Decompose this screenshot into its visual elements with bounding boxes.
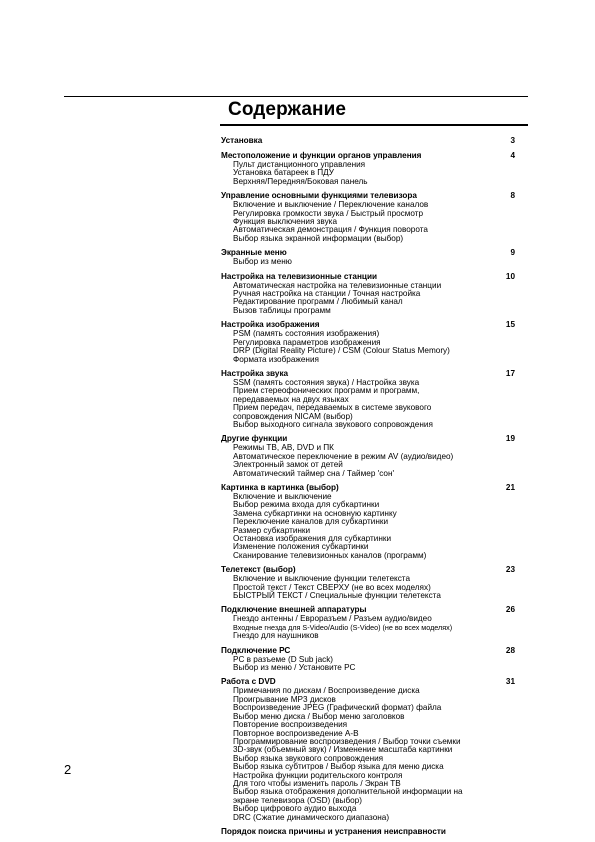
toc-section bbox=[221, 136, 515, 146]
page-title: Содержание bbox=[228, 99, 347, 120]
toc-section-title: Подключение РС bbox=[221, 645, 291, 655]
toc-item[interactable]: PSM (память состояния изображения) bbox=[233, 329, 380, 339]
toc-section-title: Управление основными функциями телевизора bbox=[221, 191, 417, 201]
toc-item[interactable]: Примечания по дискам / Воспроизведение диска bbox=[233, 686, 420, 696]
toc-item[interactable]: Включение и выключение bbox=[233, 491, 332, 501]
toc-section bbox=[221, 272, 515, 316]
toc-item[interactable]: Выбор выходного сигнала звукового сопровождения bbox=[233, 419, 433, 429]
toc-item[interactable]: Выбор языка отображения дополнительной информации на bbox=[233, 787, 463, 797]
toc-item[interactable]: Выбор языка экранной информации (выбор) bbox=[233, 233, 404, 243]
toc-section-page bbox=[505, 827, 515, 837]
toc-item[interactable]: Проигрывание MP3 дисков bbox=[233, 694, 336, 704]
toc-item[interactable]: экране телевизора (OSD) (выбор) bbox=[233, 795, 362, 805]
toc-section bbox=[221, 191, 515, 243]
toc-item[interactable]: Формата изображения bbox=[233, 354, 319, 364]
toc-item[interactable]: Функция выключения звука bbox=[233, 217, 337, 227]
toc-item[interactable]: Регулировка параметров изображения bbox=[233, 337, 381, 347]
toc-item[interactable]: Режимы ТВ, AB, DVD и ПК bbox=[233, 443, 334, 453]
toc-item[interactable]: Выбор из меню bbox=[233, 257, 292, 267]
toc-item[interactable]: Ручная настройка на станции / Точная настройка bbox=[233, 289, 421, 299]
toc-section-heading-row[interactable] bbox=[221, 136, 515, 146]
toc-section bbox=[221, 151, 515, 186]
toc-item[interactable]: Простой текст / Текст СВЕРХУ (не во всех моделях) bbox=[233, 582, 431, 592]
toc-section bbox=[221, 320, 515, 364]
toc-item[interactable]: Электронный замок от детей bbox=[233, 460, 343, 470]
toc-section-page: 8 bbox=[510, 191, 515, 201]
toc-item[interactable]: Прием передач, передаваемых в системе звукового bbox=[233, 403, 432, 413]
toc-item[interactable]: Настройка функции родительского контроля bbox=[233, 770, 403, 780]
toc-section-page: 28 bbox=[505, 645, 515, 655]
toc-item[interactable]: Пульт дистанционного управления bbox=[233, 160, 366, 169]
page-number: 2 bbox=[64, 762, 72, 777]
toc-item[interactable]: Автоматическое переключение в режим AV (аудио/видео) bbox=[233, 451, 454, 461]
toc-item[interactable]: Сканирование телевизионных каналов (программ) bbox=[233, 550, 427, 560]
toc-item[interactable]: Включение и выключение / Переключение каналов bbox=[233, 200, 429, 210]
toc-item[interactable]: сопровождения NICAM (выбор) bbox=[233, 411, 353, 421]
toc-item[interactable]: SSM (память состояния звука) / Настройка звука bbox=[233, 377, 420, 387]
toc-item[interactable]: Вызов таблицы программ bbox=[233, 305, 331, 315]
toc-item[interactable]: Размер субкартинки bbox=[233, 525, 311, 535]
toc-section bbox=[221, 434, 515, 478]
toc-item[interactable]: Автоматическая демонстрация / Функция поворота bbox=[233, 225, 428, 235]
toc-item[interactable]: Установка батареек в ПДУ bbox=[233, 168, 334, 178]
toc-section bbox=[221, 483, 515, 560]
toc-section-page: 26 bbox=[505, 605, 515, 615]
toc-section-page: 9 bbox=[510, 248, 515, 258]
toc-section-page: 10 bbox=[505, 271, 515, 281]
toc-section-page: 21 bbox=[505, 482, 515, 492]
toc-section bbox=[221, 369, 515, 429]
toc-section-page: 19 bbox=[505, 434, 515, 444]
toc-item[interactable]: Выбор режима входа для субкартинки bbox=[233, 500, 380, 510]
toc-section bbox=[221, 248, 515, 266]
toc-item[interactable]: Гнездо антенны / Евроразъем / Разъем аудио/видео bbox=[233, 614, 432, 624]
table-of-contents bbox=[221, 136, 515, 842]
toc-section-page: 23 bbox=[505, 565, 515, 575]
toc-item[interactable]: Программирование воспроизведения / Выбор точки съемки bbox=[233, 736, 461, 746]
toc-item[interactable]: Остановка изображения для субкартинки bbox=[233, 534, 392, 543]
toc-item[interactable]: Переключение каналов для субкартинки bbox=[233, 517, 389, 527]
toc-section bbox=[221, 677, 515, 822]
title-rule bbox=[220, 124, 528, 126]
toc-section-title: Установка bbox=[221, 136, 263, 145]
toc-item[interactable]: Повторное воспроизведение A-B bbox=[233, 728, 359, 738]
toc-item[interactable]: передаваемых на двух языках bbox=[233, 394, 349, 404]
toc-section-title: Экранные меню bbox=[221, 248, 287, 258]
toc-item[interactable]: Верхняя/Передняя/Боковая панель bbox=[233, 176, 368, 186]
toc-item[interactable]: Редактирование программ / Любимый канал bbox=[233, 297, 403, 307]
toc-section-title: Порядок поиска причины и устранения неисправности bbox=[221, 826, 446, 836]
toc-section bbox=[221, 605, 515, 640]
toc-item[interactable]: Прием стереофонических программ и программ, bbox=[233, 386, 420, 396]
toc-section-page: 31 bbox=[505, 677, 515, 687]
toc-item[interactable]: Выбор языка звукового сопровождения bbox=[233, 753, 384, 763]
toc-section-title: Подключение внешней аппаратуры bbox=[221, 605, 367, 615]
toc-section-title: Настройка на телевизионные станции bbox=[221, 271, 378, 281]
toc-item[interactable]: Выбор цифрового аудио выхода bbox=[233, 804, 357, 814]
toc-item[interactable]: Воспроизведение JPEG (Графический формат) файла bbox=[233, 703, 442, 713]
toc-item[interactable]: Замена субкартинки на основную картинку bbox=[233, 508, 397, 518]
toc-item[interactable]: Повторение воспроизведения bbox=[233, 720, 348, 730]
toc-item[interactable]: Выбор из меню / Установите РС bbox=[233, 663, 356, 673]
toc-section-page: 15 bbox=[505, 320, 515, 330]
toc-item[interactable]: Регулировка громкости звука / Быстрый просмотр bbox=[233, 208, 424, 218]
toc-item[interactable]: Для того чтобы изменить пароль / Экран ТВ bbox=[233, 778, 401, 788]
toc-item[interactable]: Выбор языка субтитров / Выбор языка для меню диска bbox=[233, 762, 444, 772]
toc-item[interactable]: Входные гнезда для S-Video/Audio (S-Video) (не во всех моделях) bbox=[233, 622, 453, 632]
toc-section-title: Другие функции bbox=[221, 434, 288, 444]
toc-section bbox=[221, 565, 515, 600]
toc-item[interactable]: Автоматическая настройка на телевизионные станции bbox=[233, 280, 442, 290]
toc-section bbox=[221, 827, 515, 837]
toc-section-title: Настройка звука bbox=[221, 368, 289, 378]
toc-item[interactable]: Изменение положения субкартинки bbox=[233, 542, 369, 552]
toc-section-page: 17 bbox=[505, 368, 515, 378]
toc-item[interactable]: Выбор меню диска / Выбор меню заголовков bbox=[233, 711, 405, 721]
toc-section-title: Телетекст (выбор) bbox=[221, 565, 296, 575]
toc-section-title: Работа с DVD bbox=[221, 677, 276, 687]
toc-section-title: Настройка изображения bbox=[221, 320, 320, 330]
toc-section-heading-row[interactable] bbox=[221, 827, 515, 837]
toc-item[interactable]: DRP (Digital Reality Picture) / CSM (Colour Status Memory) bbox=[233, 346, 450, 356]
toc-section-title: Местоположение и функции органов управления bbox=[221, 151, 422, 160]
toc-item[interactable]: Включение и выключение функции телетекста bbox=[233, 574, 410, 584]
toc-section-page: 4 bbox=[510, 151, 515, 160]
toc-item[interactable]: БЫСТРЫЙ ТЕКСТ / Специальные функции телетекста bbox=[233, 591, 441, 601]
toc-section bbox=[221, 646, 515, 673]
toc-item[interactable]: DRC (Сжатие динамического диапазона) bbox=[233, 812, 390, 822]
toc-item[interactable]: Гнездо для наушников bbox=[233, 631, 319, 641]
toc-item[interactable]: 3D-звук (объемный звук) / Изменение масштаба картинки bbox=[233, 745, 453, 755]
toc-section-title: Картинка в картинка (выбор) bbox=[221, 482, 339, 492]
toc-item[interactable]: PC в разъеме (D Sub jack) bbox=[233, 654, 334, 664]
toc-item[interactable]: Автоматический таймер сна / Таймер 'сон' bbox=[233, 468, 395, 478]
toc-section-page: 3 bbox=[510, 136, 515, 145]
